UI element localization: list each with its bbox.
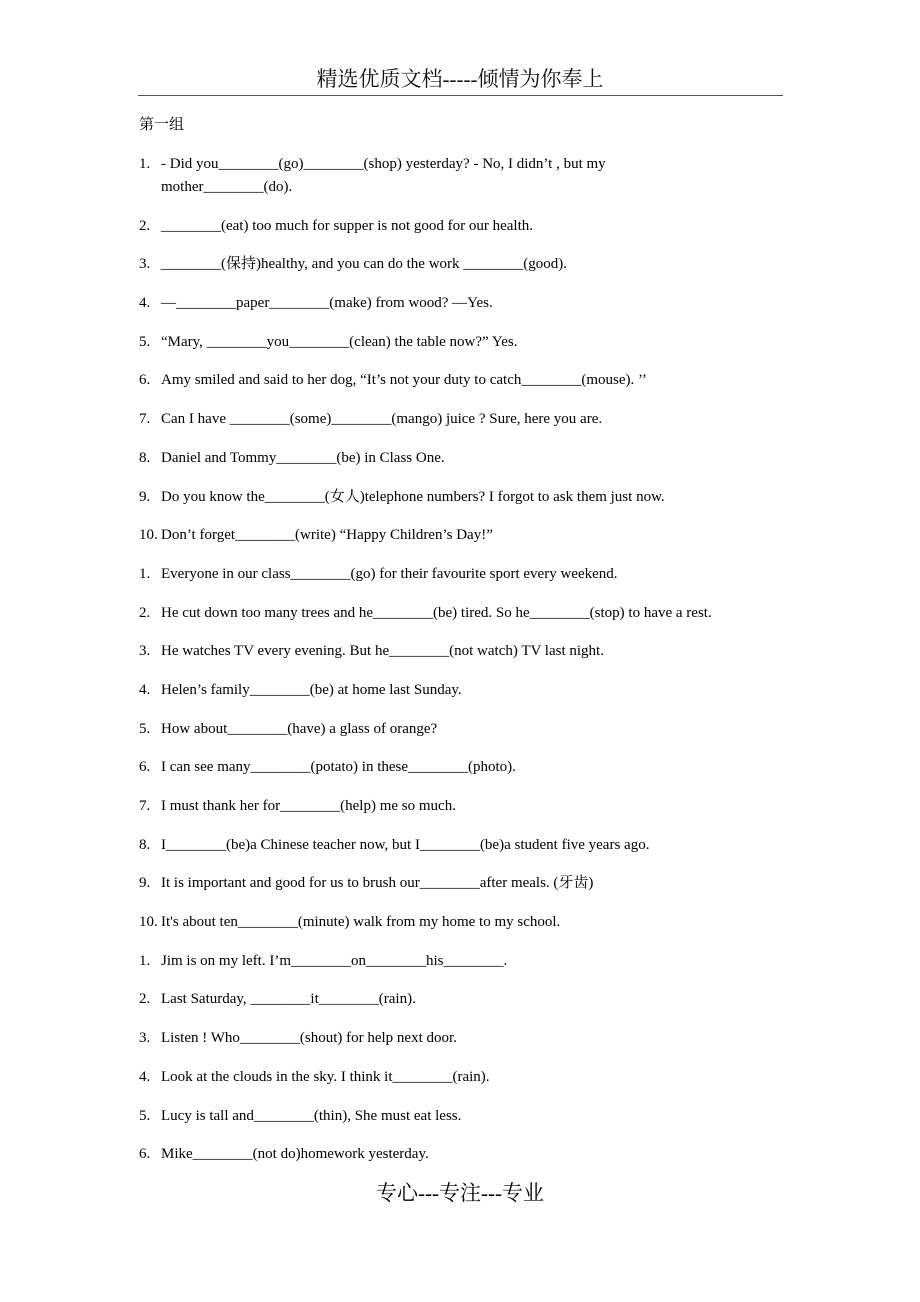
page-footer: 专心---专注---专业: [376, 1181, 544, 1205]
item-text: I must thank her for________(help) me so much.: [161, 798, 456, 814]
item-number: 4.: [139, 295, 151, 312]
item-number: 7.: [139, 798, 151, 814]
item-text: Daniel and Tommy________(be) in Class One.: [161, 449, 445, 466]
item-text: Jim is on my left. I’m________on________his________.: [161, 952, 508, 969]
item-number: 10.: [139, 527, 158, 544]
exercise-item: [139, 795, 779, 818]
item-text: Don’t forget________(write) “Happy Children’s Day!”: [161, 527, 493, 544]
item-text: ________(eat) too much for supper is not good for our health.: [161, 217, 534, 234]
item-number: 4.: [139, 681, 151, 698]
exercise-item: [139, 447, 779, 470]
exercise-item: [139, 1143, 779, 1166]
exercise-item: [139, 1105, 779, 1128]
exercise-item: [139, 215, 779, 238]
item-number: 9.: [139, 875, 151, 892]
item-number: 3.: [139, 643, 151, 660]
item-text: Amy smiled and said to her dog, “It’s not your duty to catch________(mouse). ’’: [161, 372, 647, 389]
item-text: Listen ! Who________(shout) for help next door.: [161, 1030, 457, 1047]
item-text: Last Saturday, ________it________(rain).: [161, 991, 416, 1008]
item-text: “Mary, ________you________(clean) the table now?” Yes.: [161, 333, 518, 350]
item-number: 3.: [139, 256, 151, 273]
exercise-item: [139, 834, 779, 857]
item-text: It's about ten________(minute) walk from my home to my school.: [161, 914, 561, 931]
item-number: 5.: [139, 720, 151, 737]
item-text: Can I have ________(some)________(mango) juice ? Sure, here you are.: [161, 411, 603, 428]
item-text: I can see many________(potato) in these________(photo).: [161, 759, 516, 776]
item-text: —________paper________(make) from wood? —Yes.: [161, 295, 493, 312]
item-number: 9.: [139, 488, 151, 505]
item-text: Look at the clouds in the sky. I think it________(rain).: [161, 1068, 490, 1085]
exercise-item: [139, 988, 779, 1011]
item-number: 6.: [139, 759, 151, 776]
item-text: I________(be)a Chinese teacher now, but I________(be)a student five years ago.: [161, 836, 650, 853]
item-text: How about________(have) a glass of orange?: [161, 720, 438, 737]
exercise-item: [139, 331, 779, 354]
item-number: 2.: [139, 604, 151, 621]
exercise-item: [139, 640, 779, 663]
item-number: 1.: [139, 156, 151, 172]
item-number: 10.: [139, 914, 158, 931]
item-text: It is important and good for us to brush our________after meals. (牙齿): [161, 875, 594, 892]
item-number: 2.: [139, 991, 151, 1008]
item-number: 5.: [139, 1107, 151, 1124]
exercise-item: [139, 911, 779, 934]
exercise-item: [139, 1066, 779, 1089]
item-text: Do you know the________(女人)telephone numbers? I forgot to ask them just now.: [161, 488, 665, 505]
exercise-item: [139, 756, 779, 779]
item-number: 4.: [139, 1068, 151, 1085]
exercise-item: [139, 950, 779, 973]
item-text: Mike________(not do)homework yesterday.: [161, 1146, 429, 1163]
exercise-item: [139, 679, 779, 702]
exercise-item: [139, 253, 779, 276]
item-text: Everyone in our class________(go) for their favourite sport every weekend.: [161, 565, 618, 582]
item-text: Lucy is tall and________(thin), She must eat less.: [161, 1107, 462, 1124]
exercise-item: [139, 153, 671, 199]
item-text: ________(保持)healthy, and you can do the work ________(good).: [161, 256, 568, 273]
item-number: 1.: [139, 952, 151, 969]
item-text: Helen’s family________(be) at home last Sunday.: [161, 681, 462, 698]
item-number: 7.: [139, 411, 151, 428]
exercise-item: [139, 602, 779, 625]
header-divider: [138, 95, 783, 96]
item-number: 8.: [139, 836, 151, 853]
item-number: 2.: [139, 217, 151, 234]
exercise-item: [139, 408, 779, 431]
exercise-item: [139, 872, 779, 895]
item-text: - Did you________(go)________(shop) yesterday? - No, I didn’t , but my mother________(do).: [161, 156, 606, 195]
exercise-item: [139, 369, 779, 392]
exercise-item: [139, 718, 779, 741]
exercise-item: [139, 292, 779, 315]
item-number: 6.: [139, 372, 151, 389]
item-text: He cut down too many trees and he________(be) tired. So he________(stop) to have a rest.: [161, 604, 712, 621]
item-text: He watches TV every evening. But he________(not watch) TV last night.: [161, 643, 604, 660]
exercise-item: [139, 486, 779, 509]
item-number: 6.: [139, 1146, 151, 1163]
item-number: 8.: [139, 449, 151, 466]
exercise-item: [139, 1027, 779, 1050]
section-title: 第一组: [139, 117, 185, 133]
item-number: 5.: [139, 333, 151, 350]
exercise-item: [139, 563, 779, 586]
item-number: 3.: [139, 1030, 151, 1047]
item-number: 1.: [139, 565, 151, 582]
page-header: 精选优质文档-----倾情为你奉上: [316, 67, 604, 91]
exercise-list: [139, 153, 779, 1182]
exercise-item: [139, 524, 779, 547]
